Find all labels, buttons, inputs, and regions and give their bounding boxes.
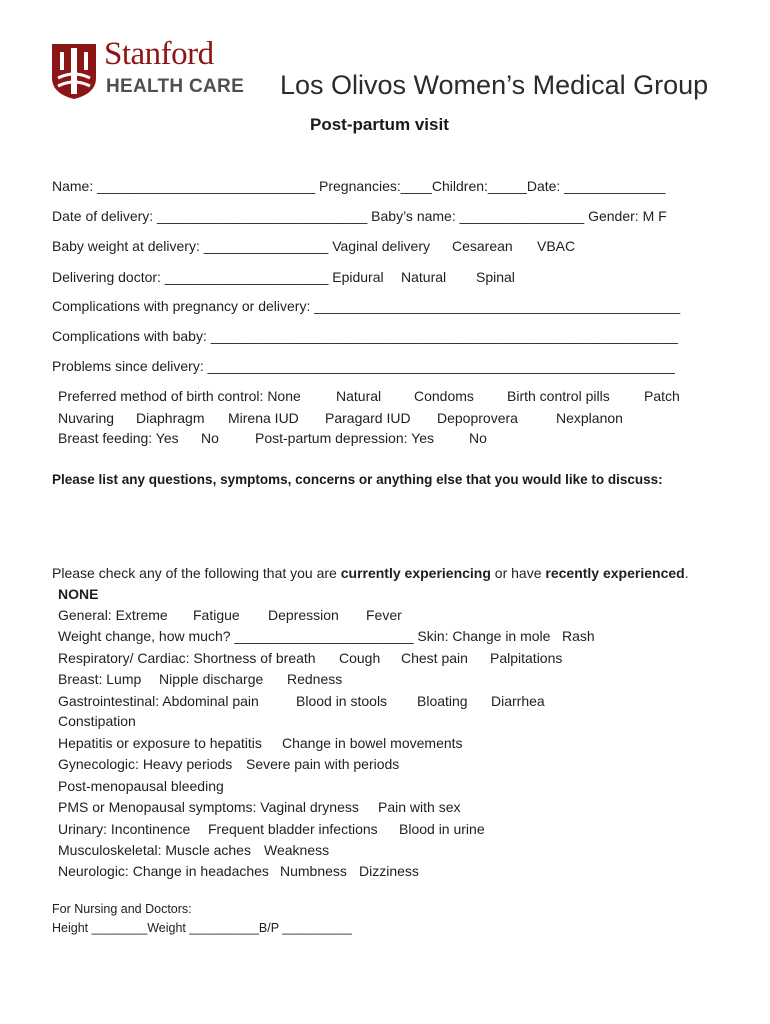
brand-subtitle: HEALTH CARE	[106, 76, 245, 97]
blood-in-urine[interactable]: Blood in urine	[399, 821, 485, 837]
postpartum-depression-no[interactable]: No	[469, 430, 487, 446]
questions-prompt: Please list any questions, symptoms, concerns or anything else that you would like to discuss:	[52, 472, 663, 487]
birth-control-nexplanon[interactable]: Nexplanon	[556, 410, 623, 426]
nipple-discharge[interactable]: Nipple discharge	[159, 671, 264, 687]
birth-control-pills[interactable]: Birth control pills	[507, 388, 610, 404]
birth-control-mirena[interactable]: Mirena IUD	[228, 410, 299, 426]
breast-feeding-no[interactable]: No	[201, 430, 219, 446]
fatigue-option[interactable]: Fatigue	[193, 607, 240, 623]
brand-name: Stanford	[104, 36, 214, 72]
headache-change[interactable]: Neurologic: Change in headaches	[58, 863, 269, 879]
birth-control-none[interactable]: Preferred method of birth control: None	[58, 388, 301, 404]
problems-since-delivery-field[interactable]: Problems since delivery: ____________________________________________________________	[52, 358, 675, 374]
weakness-option[interactable]: Weakness	[264, 842, 330, 858]
heavy-periods[interactable]: Gynecologic: Heavy periods	[58, 756, 233, 772]
urinary-incontinence[interactable]: Urinary: Incontinence	[58, 821, 191, 837]
blood-in-stools[interactable]: Blood in stools	[296, 693, 388, 709]
depression-option[interactable]: Depression	[268, 607, 339, 623]
cesarean-option[interactable]: Cesarean	[452, 238, 513, 254]
bowel-movement-change[interactable]: Change in bowel movements	[282, 735, 463, 751]
delivery-date-row[interactable]: Date of delivery: ___________________________ Baby’s name: ________________ Gender: M F	[52, 208, 667, 224]
diarrhea-option[interactable]: Diarrhea	[491, 693, 545, 709]
delivering-doctor-field[interactable]: Delivering doctor: _____________________ Epidural	[52, 269, 384, 285]
baby-complications-field[interactable]: Complications with baby: ____________________________________________________________	[52, 328, 678, 344]
bladder-infections[interactable]: Frequent bladder infections	[208, 821, 378, 837]
breast-feeding-yes[interactable]: Breast feeding: Yes	[58, 430, 179, 446]
abdominal-pain[interactable]: Gastrointestinal: Abdominal pain	[58, 693, 259, 709]
muscle-aches[interactable]: Musculoskeletal: Muscle aches	[58, 842, 251, 858]
cough-option[interactable]: Cough	[339, 650, 381, 666]
birth-control-depoprovera[interactable]: Depoprovera	[437, 410, 518, 426]
redness-option[interactable]: Redness	[287, 671, 343, 687]
birth-control-condoms[interactable]: Condoms	[414, 388, 474, 404]
checklist-intro: Please check any of the following that you are currently experiencing or have recently experienced.	[52, 565, 689, 581]
baby-weight-field[interactable]: Baby weight at delivery: ________________ Vaginal delivery	[52, 238, 431, 254]
severe-period-pain[interactable]: Severe pain with periods	[246, 756, 400, 772]
birth-control-paragard[interactable]: Paragard IUD	[325, 410, 411, 426]
postmenopausal-bleeding[interactable]: Post-menopausal bleeding	[58, 778, 224, 794]
chest-pain-option[interactable]: Chest pain	[401, 650, 468, 666]
natural-option[interactable]: Natural	[401, 269, 447, 285]
postpartum-depression-yes[interactable]: Post-partum depression: Yes	[255, 430, 434, 446]
constipation-option[interactable]: Constipation	[58, 713, 136, 729]
birth-control-natural[interactable]: Natural	[336, 388, 382, 404]
hepatitis-exposure[interactable]: Hepatitis or exposure to hepatitis	[58, 735, 262, 751]
bloating-option[interactable]: Bloating	[417, 693, 468, 709]
numbness-option[interactable]: Numbness	[280, 863, 347, 879]
breast-lump[interactable]: Breast: Lump	[58, 671, 142, 687]
birth-control-diaphragm[interactable]: Diaphragm	[136, 410, 205, 426]
spinal-option[interactable]: Spinal	[476, 269, 515, 285]
group-title: Los Olivos Women’s Medical Group	[280, 70, 709, 100]
vitals-fields[interactable]: Height ________Weight __________B/P __________	[52, 921, 352, 935]
nursing-label: For Nursing and Doctors:	[52, 902, 192, 916]
fever-option[interactable]: Fever	[366, 607, 402, 623]
shortness-of-breath[interactable]: Respiratory/ Cardiac: Shortness of breath	[58, 650, 316, 666]
palpitations-option[interactable]: Palpitations	[490, 650, 563, 666]
pain-with-sex[interactable]: Pain with sex	[378, 799, 461, 815]
birth-control-nuvaring[interactable]: Nuvaring	[58, 410, 115, 426]
name-pregnancies-row[interactable]: Name: ____________________________ Pregnancies:____Children:_____Date: _____________	[52, 178, 666, 194]
pregnancy-complications-field[interactable]: Complications with pregnancy or delivery: _______________________________________________	[52, 298, 681, 314]
weight-change-field[interactable]: Weight change, how much? _______________________ Skin: Change in mole	[58, 628, 551, 644]
stanford-shield-icon	[50, 42, 98, 100]
rash-option[interactable]: Rash	[562, 628, 595, 644]
form-title: Post-partum visit	[310, 115, 449, 134]
vbac-option[interactable]: VBAC	[537, 238, 576, 254]
birth-control-patch[interactable]: Patch	[644, 388, 680, 404]
stanford-logo	[50, 36, 245, 102]
dizziness-option[interactable]: Dizziness	[359, 863, 419, 879]
none-option[interactable]: NONE	[58, 586, 99, 602]
vaginal-dryness[interactable]: PMS or Menopausal symptoms: Vaginal dryness	[58, 799, 359, 815]
general-extreme[interactable]: General: Extreme	[58, 607, 168, 623]
